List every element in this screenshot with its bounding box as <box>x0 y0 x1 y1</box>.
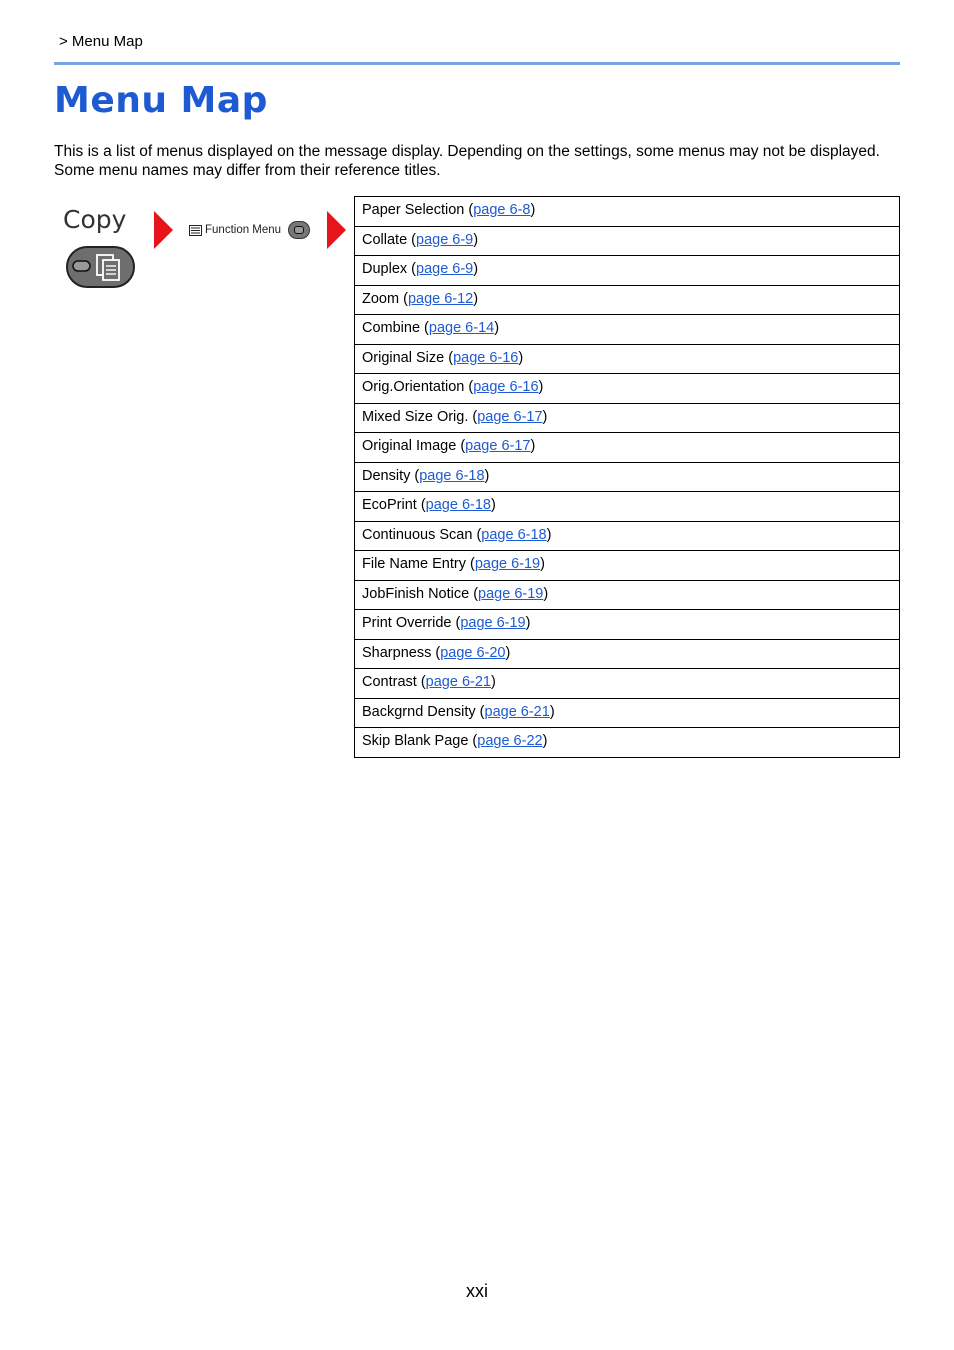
page-link[interactable]: page 6-22 <box>477 733 543 749</box>
table-row <box>355 728 900 758</box>
table-row <box>355 580 900 610</box>
page-link[interactable]: page 6-18 <box>425 497 491 513</box>
menu-item-name: Mixed Size Orig. <box>362 408 469 425</box>
menu-item-name: Combine <box>362 320 421 336</box>
table-row <box>355 551 900 581</box>
menu-item-cell: Orig.Orientation (page 6-16) <box>355 374 900 404</box>
menu-item-name: Zoom <box>362 290 400 307</box>
page-link[interactable]: page 6-17 <box>465 438 531 454</box>
page-link[interactable]: page 6-17 <box>477 408 543 425</box>
table-row <box>355 433 900 463</box>
page-link[interactable]: page 6-18 <box>481 526 547 543</box>
function-menu-label: Function Menu <box>205 224 282 236</box>
menu-item-name: Duplex <box>362 261 408 277</box>
menu-item-name: Orig.Orientation <box>362 379 465 395</box>
menu-item-cell: File Name Entry (page 6-19) <box>355 551 900 581</box>
page-link[interactable]: page 6-19 <box>478 585 544 602</box>
arrow-right-icon <box>327 211 347 254</box>
menu-item-cell: Original Size (page 6-16) <box>355 344 900 374</box>
menu-item-name: Original Image <box>362 438 457 454</box>
table-row <box>355 197 900 227</box>
table-row <box>355 403 900 433</box>
menu-item-cell: Combine (page 6-14) <box>355 315 900 345</box>
menu-list-icon <box>189 225 202 236</box>
page-link[interactable]: page 6-12 <box>407 290 474 307</box>
menu-item-name: JobFinish Notice <box>362 585 470 602</box>
table-row <box>355 344 900 374</box>
page-link[interactable]: page 6-9 <box>416 231 474 248</box>
table-row <box>355 315 900 345</box>
menu-item-name: Density <box>362 467 411 484</box>
menu-item-name: Paper Selection <box>362 202 465 218</box>
page-link[interactable]: page 6-20 <box>440 644 506 661</box>
menu-item-cell: Zoom (page 6-12) <box>355 285 900 315</box>
menu-item-cell: Duplex (page 6-9) <box>355 256 900 286</box>
table-row <box>355 256 900 286</box>
page-number: xxi <box>466 1281 488 1301</box>
table-row <box>355 698 900 728</box>
menu-item-cell: Skip Blank Page (page 6-22) <box>355 728 900 758</box>
menu-item-name: EcoPrint <box>362 497 417 513</box>
menu-item-cell: Collate (page 6-9) <box>355 226 900 256</box>
page-link[interactable]: page 6-19 <box>474 556 541 572</box>
menu-item-cell: Density (page 6-18) <box>355 462 900 492</box>
header-rule <box>54 62 900 65</box>
menu-item-cell: Print Override (page 6-19) <box>355 610 900 640</box>
page-title: Menu Map <box>54 80 268 121</box>
menu-item-cell: JobFinish Notice (page 6-19) <box>355 580 900 610</box>
table-row <box>355 492 900 522</box>
menu-item-cell: Contrast (page 6-21) <box>355 669 900 699</box>
copy-menu-table <box>354 196 900 758</box>
menu-item-cell: Backgrnd Density (page 6-21) <box>355 698 900 728</box>
menu-item-name: Continuous Scan <box>362 526 473 543</box>
copy-key-icon <box>66 246 136 294</box>
menu-item-cell: EcoPrint (page 6-18) <box>355 492 900 522</box>
menu-item-cell: Sharpness (page 6-20) <box>355 639 900 669</box>
page-link[interactable]: page 6-8 <box>473 202 531 218</box>
page-link[interactable]: page 6-16 <box>453 349 519 366</box>
table-row <box>355 639 900 669</box>
page-link[interactable]: page 6-16 <box>473 379 539 395</box>
menu-item-name: Collate <box>362 231 408 248</box>
menu-item-name: Skip Blank Page <box>362 733 469 749</box>
menu-item-cell: Paper Selection (page 6-8) <box>355 197 900 227</box>
page-link[interactable]: page 6-21 <box>484 703 550 720</box>
page-link[interactable]: page 6-18 <box>419 467 485 484</box>
table-row <box>355 462 900 492</box>
function-menu-button-icon <box>288 221 310 239</box>
arrow-right-icon <box>154 211 174 254</box>
table-row <box>355 669 900 699</box>
menu-item-cell: Mixed Size Orig. (page 6-17) <box>355 403 900 433</box>
page-link[interactable]: page 6-9 <box>416 261 474 277</box>
table-row <box>355 610 900 640</box>
copy-label: Copy <box>63 205 127 234</box>
table-row <box>355 226 900 256</box>
menu-item-name: Original Size <box>362 349 445 366</box>
intro-paragraph: This is a list of menus displayed on the message display. Depending on the settings, some menus may not be displayed. Some menu names may differ from their reference titles. <box>54 143 880 179</box>
breadcrumb: > Menu Map <box>59 33 143 50</box>
menu-item-name: Print Override <box>362 615 452 631</box>
menu-item-name: Backgrnd Density <box>362 703 476 720</box>
menu-item-name: Contrast <box>362 674 417 690</box>
page-link[interactable]: page 6-14 <box>428 320 495 336</box>
table-row <box>355 374 900 404</box>
table-row <box>355 521 900 551</box>
menu-item-cell: Original Image (page 6-17) <box>355 433 900 463</box>
function-menu-key <box>189 221 310 239</box>
menu-item-cell: Continuous Scan (page 6-18) <box>355 521 900 551</box>
menu-item-name: File Name Entry <box>362 556 466 572</box>
page-link[interactable]: page 6-21 <box>425 674 491 690</box>
menu-item-name: Sharpness <box>362 644 432 661</box>
table-row <box>355 285 900 315</box>
page-link[interactable]: page 6-19 <box>460 615 526 631</box>
